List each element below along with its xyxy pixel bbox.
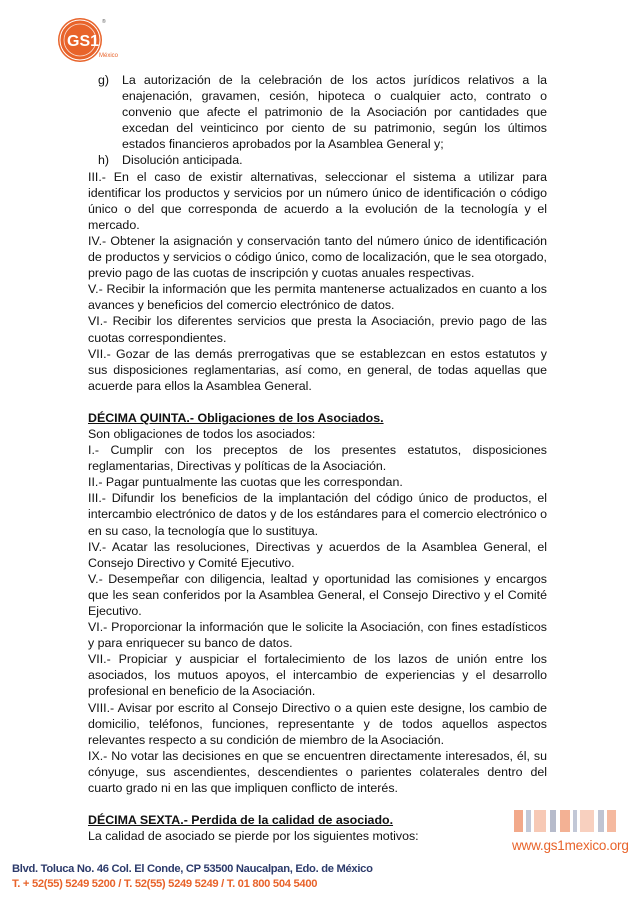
paragraph: VI.- Proporcionar la información que le solicite la Asociación, con fines estadísticos y para enriquecer su banco de datos. xyxy=(88,620,547,651)
website-link[interactable]: www.gs1mexico.org xyxy=(512,838,629,853)
paragraph: IV.- Obtener la asignación y conservación tanto del número único de identificación de productos y servicios o código único, como de localización, que le sea otorgado, previo pago de las cuotas de inscripción y cuotas anuales respectivas. xyxy=(88,233,547,281)
list-item-h xyxy=(88,152,547,168)
section-heading: DÉCIMA SEXTA.- Perdida de la calidad de asociado. xyxy=(88,813,394,828)
svg-text:GS1: GS1 xyxy=(67,33,100,50)
list-item-text: La autorización de la celebración de los actos jurídicos relativos a la enajenación, gravamen, cesión, hipoteca o cualquier acto, contrato o convenio que afecte el patrimonio de la Asociación por cantidades que excedan del veinticinco por ciento de su patrimonio, según los últimos estados financieros aprobados por la Asamblea General y; xyxy=(122,73,547,152)
decorative-stripes-icon xyxy=(510,808,620,834)
paragraph: VIII.- Avisar por escrito al Consejo Directivo o a quien este designe, los cambio de domicilio, teléfonos, funciones, representante y de todos aquellos aspectos relevantes respecto a su condición de miembro de la Asociación. xyxy=(88,700,547,747)
footer xyxy=(12,862,482,892)
gs1-mexico-logo xyxy=(52,10,132,70)
list-item-g xyxy=(88,72,547,152)
paragraph: VII.- Gozar de las demás prerrogativas que se establezcan en estos estatutos y sus disposiciones reglamentarias, así como, en general, de todas aquellas que acuerde para ellos la Asamblea General. xyxy=(88,346,547,393)
list-item-label: g) xyxy=(98,73,110,87)
footer-address: Blvd. Toluca No. 46 Col. El Conde, CP 53500 Naucalpan, Edo. de México xyxy=(12,863,373,875)
list-item-label: h) xyxy=(98,153,110,168)
paragraph: IX.- No votar las decisiones en que se encuentren directamente interesados, él, su cónyuge, sus ascendientes, descendientes o parientes colaterales dentro del cuarto grado ni en las que impliquen conflicto de interés. xyxy=(88,748,547,796)
section-intro: Son obligaciones de todos los asociados: xyxy=(88,426,316,441)
paragraph: V.- Recibir la información que les permita mantenerse actualizados en cuanto a los avances y beneficios del comercio electrónico de datos. xyxy=(88,282,547,313)
paragraph: III.- Difundir los beneficios de la implantación del código único de productos, el intercambio electrónico de datos y de los estándares para el comercio electrónico o en su caso, la tecnología que lo sustituya. xyxy=(88,491,547,538)
paragraph: V.- Desempeñar con diligencia, lealtad y oportunidad las comisiones y encargos que les sean conferidos por la Asamblea General, el Consejo Directivo y el Comité Ejecutivo. xyxy=(88,571,547,618)
paragraph: I.- Cumplir con los preceptos de los presentes estatutos, disposiciones reglamentarias, Directivas y políticas de la Asociación. xyxy=(88,443,547,474)
paragraph: VII.- Propiciar y auspiciar el fortalecimiento de los lazos de unión entre los asociados, los mutuos apoyos, el intercambio de experiencias y el desarrollo profesional en beneficio de la Asociación. xyxy=(88,652,547,699)
section-heading: DÉCIMA QUINTA.- Obligaciones de los Asociados. xyxy=(88,410,384,425)
paragraph: VI.- Recibir los diferentes servicios que presta la Asociación, previo pago de las cuotas correspondientes. xyxy=(88,314,547,345)
footer-phones: T. + 52(55) 5249 5200 / T. 52(55) 5249 5249 / T. 01 800 504 5400 xyxy=(12,878,318,890)
section-intro: La calidad de asociado se pierde por los siguientes motivos: xyxy=(88,829,419,844)
gs1-logo-icon xyxy=(52,10,132,70)
paragraph: IV.- Acatar las resoluciones, Directivas y acuerdos de la Asamblea General, el Consejo Directivo y Comité Ejecutivo. xyxy=(88,539,547,570)
svg-text:México: México xyxy=(99,53,119,59)
list-item-text: Disolución anticipada. xyxy=(122,153,243,168)
paragraph: II.- Pagar puntualmente las cuotas que les correspondan. xyxy=(88,475,403,490)
svg-text:®: ® xyxy=(102,19,106,25)
document-body xyxy=(88,72,547,844)
paragraph: III.- En el caso de existir alternativas, seleccionar el sistema a utilizar para identificar los productos y servicios por un número único de identificación o código único o del que corresponda de acuerdo a la evolución de la tecnología y el mercado. xyxy=(88,169,547,232)
